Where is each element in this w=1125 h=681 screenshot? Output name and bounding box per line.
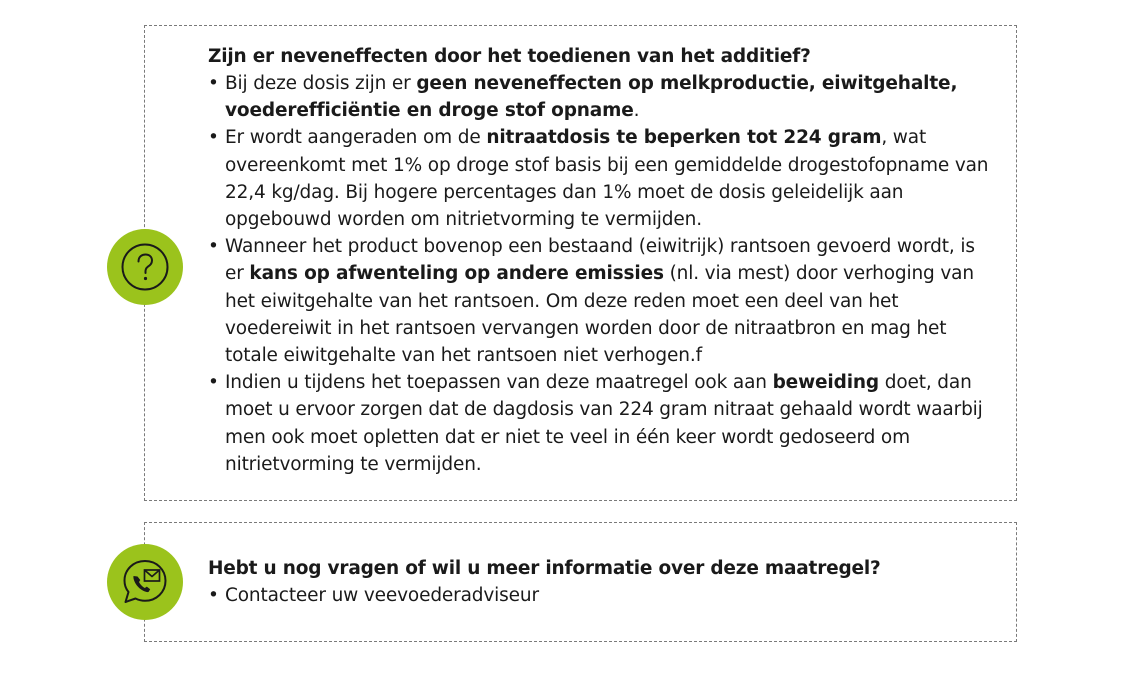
list-item (208, 70, 990, 124)
contact-badge (107, 544, 183, 620)
contact-box (144, 522, 1017, 642)
list-item (208, 369, 990, 478)
phone-mail-icon (116, 553, 174, 611)
faq-bullet-list (208, 70, 990, 478)
question-icon (117, 239, 173, 295)
body-text: Er wordt aangeraden om de (225, 127, 487, 149)
bold-text: kans op afwenteling op andere emissies (249, 263, 664, 285)
list-item (208, 124, 990, 233)
bullet-marker: • (208, 236, 219, 258)
contact-heading: Hebt u nog vragen of wil u meer informatie over deze maatregel? (208, 558, 881, 579)
bullet-marker: • (208, 73, 219, 94)
body-text: Bij deze dosis zijn er (225, 73, 417, 94)
body-text: doet, dan moet u ervoor zorgen dat de dagdosis van 224 gram nitraat gehaald wordt waarbij men ook moet opletten dat er niet te veel in één keer wordt gedoseerd om nitrietvorming te vermijden. (225, 372, 983, 475)
body-text: Wanneer het product bovenop een bestaand (eiwitrijk) rantsoen gevoerd wordt, is er (225, 236, 975, 285)
body-text: Indien u tijdens het toepassen van deze maatregel ook aan (225, 372, 773, 394)
bold-text: nitraatdosis te beperken tot 224 gram (486, 127, 882, 149)
bold-text: beweiding (772, 372, 879, 394)
bold-text: geen neveneffecten op melkproductie, eiwitgehalte, voederefficiëntie en droge stof opname (225, 73, 958, 122)
bullet-marker: • (208, 127, 219, 149)
body-text: Contacteer uw veevoederadviseur (225, 585, 539, 606)
body-text: . (633, 100, 640, 122)
faq-content (208, 43, 990, 478)
faq-box (144, 25, 1017, 501)
faq-heading: Zijn er neveneffecten door het toedienen van het additief? (208, 46, 811, 67)
contact-content (208, 555, 990, 609)
body-text: , wat overeenkomt met 1% op droge stof basis bij een gemiddelde drogestofopname van 22,4 kg/dag. Bij hogere percentages dan 1% moet de dosis geleidelijk aan opgebouwd worden om nitrietvorming te vermijden. (225, 127, 989, 231)
contact-bullet-list (208, 582, 990, 609)
body-text: (nl. via mest) door verhoging van het eiwitgehalte van het rantsoen. Om deze reden moet een deel van het voedereiwit in het rantsoen vervangen worden door de nitraatbron en mag het totale eiwitgehalte van het rantsoen niet verhogen.f (225, 263, 974, 367)
list-item (208, 582, 990, 609)
bullet-marker: • (208, 372, 219, 394)
bullet-marker: • (208, 585, 219, 606)
question-badge (107, 229, 183, 305)
list-item (208, 233, 990, 369)
